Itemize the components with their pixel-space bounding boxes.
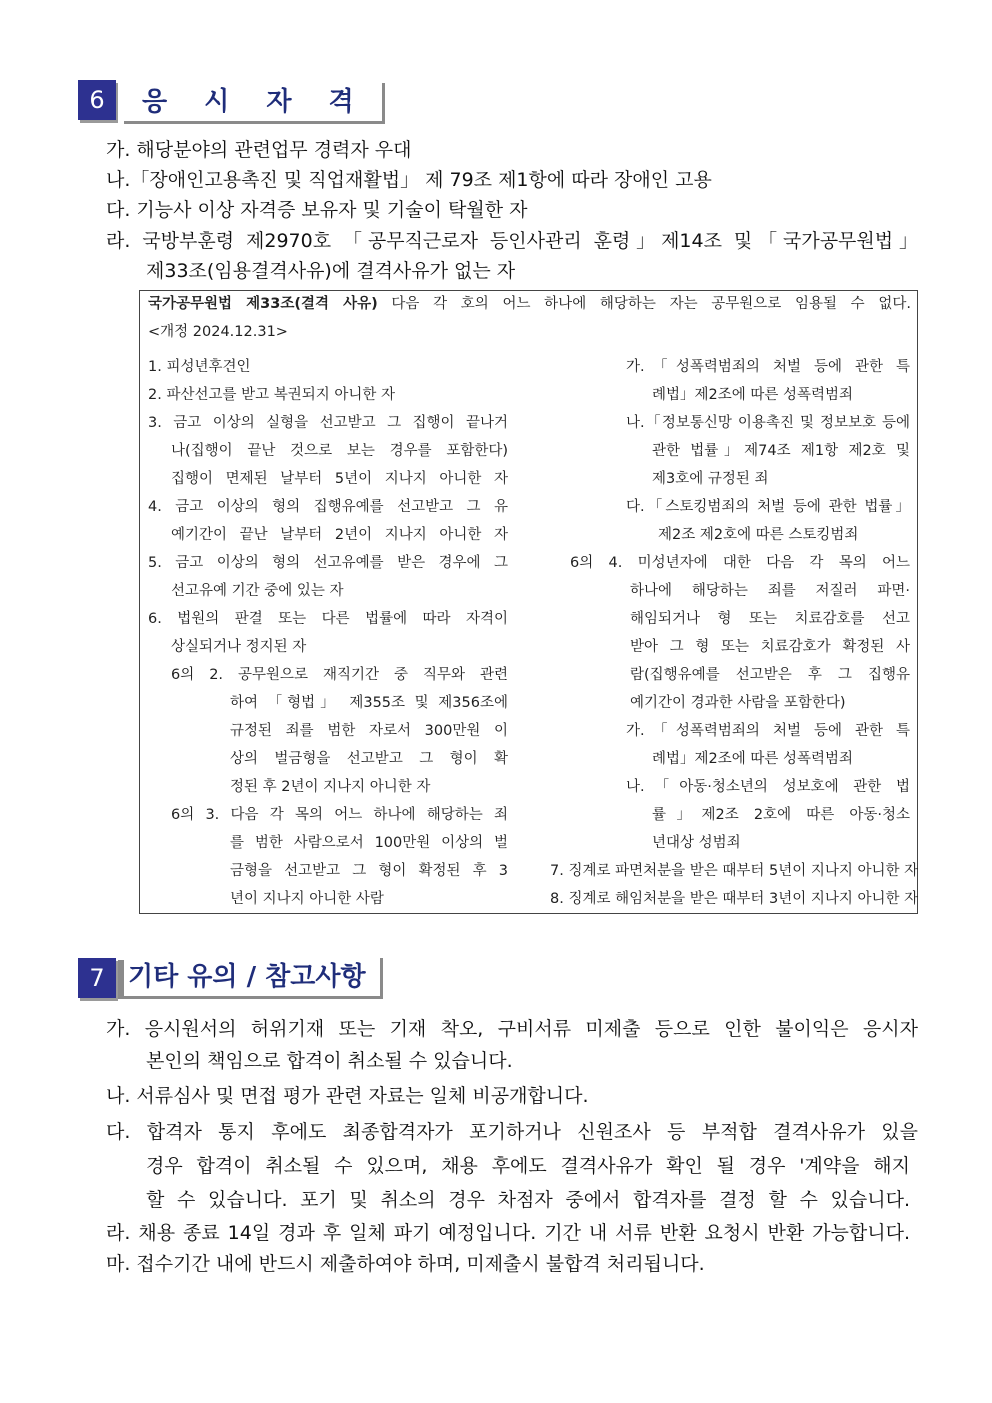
law-right-line: 받아 그 형 또는 치료감호가 확정된 사 xyxy=(630,639,910,655)
law-left-line: 6의 3. 다음 각 목의 어느 하나에 해당하는 죄 xyxy=(171,807,508,823)
law-left-line: 2. 파산선고를 받고 복권되지 아니한 자 xyxy=(148,387,395,403)
law-right-line: 가.「성폭력범죄의 처벌 등에 관한 특 xyxy=(626,723,910,739)
law-left-line: 정된 후 2년이 지나지 아니한 자 xyxy=(230,779,431,795)
law-left-line: 선고유예 기간 중에 있는 자 xyxy=(171,583,344,599)
law-right-line: 제2조 제2호에 따른 스토킹범죄 xyxy=(658,527,859,543)
qualification-item-na: 나.「장애인고용촉진 및 직업재활법」 제 79조 제1항에 따라 장애인 고용 xyxy=(106,169,712,191)
law-right-line: 례법」제2조에 따른 성폭력범죄 xyxy=(652,387,854,403)
law-left-line: 나(집행이 끝난 것으로 보는 경우를 포함한다) xyxy=(171,443,508,459)
law-revision: <개정 2024.12.31> xyxy=(148,324,288,340)
notice-item-ga: 가. 응시원서의 허위기재 또는 기재 착오, 구비서류 미제출 등으로 인한 불이익은 응시자 xyxy=(106,1018,918,1040)
section-7-number: 7 xyxy=(78,958,116,998)
law-right-line: 7. 징계로 파면처분을 받은 때부터 5년이 지나지 아니한 자 xyxy=(550,863,919,879)
qualification-item-ra: 라. 국방부훈령 제2970호 「공무직근로자 등인사관리 훈령」제14조 및「국가공무원법」 xyxy=(106,230,918,252)
qualification-item-ra-cont: 제33조(임용결격사유)에 결격사유가 없는 자 xyxy=(146,260,516,282)
notice-item-da-cont2: 할 수 있습니다. 포기 및 취소의 경우 차점자 중에서 합격자를 결정 할 수 있습니다. xyxy=(146,1189,910,1211)
law-article-box xyxy=(139,290,918,914)
notice-item-ga-cont: 본인의 책임으로 합격이 취소될 수 있습니다. xyxy=(146,1050,513,1072)
law-left-line: 예기간이 끝난 날부터 2년이 지나지 아니한 자 xyxy=(171,527,508,543)
qualification-item-da: 다. 기능사 이상 자격증 보유자 및 기술이 탁월한 자 xyxy=(106,199,528,221)
law-left-line: 4. 금고 이상의 형의 집행유예를 선고받고 그 유 xyxy=(148,499,508,515)
section-6-title: 응 시 자 격 xyxy=(124,83,385,124)
law-right-line: 하나에 해당하는 죄를 저질러 파면· xyxy=(630,583,910,599)
law-right-line: 제3호에 규정된 죄 xyxy=(652,471,769,487)
notice-item-na: 나. 서류심사 및 면접 평가 관련 자료는 일체 비공개합니다. xyxy=(106,1085,589,1107)
notice-item-ma: 마. 접수기간 내에 반드시 제출하여야 하며, 미제출시 불합격 처리됩니다. xyxy=(106,1253,705,1275)
law-right-line: 람(집행유예를 선고받은 후 그 집행유 xyxy=(630,667,910,683)
law-right-line: 예기간이 경과한 사람을 포함한다) xyxy=(630,695,846,711)
law-left-line: 집행이 면제된 날부터 5년이 지나지 아니한 자 xyxy=(171,471,508,487)
law-right-line: 년대상 성범죄 xyxy=(652,835,741,851)
law-right-line: 6의 4. 미성년자에 대한 다음 각 목의 어느 xyxy=(570,555,910,571)
law-left-line: 금형을 선고받고 그 형이 확정된 후 3 xyxy=(230,863,508,879)
law-left-line: 상의 벌금형을 선고받고 그 형이 확 xyxy=(230,751,508,767)
law-left-line: 상실되거나 정지된 자 xyxy=(171,639,307,655)
notice-item-ra: 라. 채용 종료 14일 경과 후 일체 파기 예정입니다. 기간 내 서류 반환 요청시 반환 가능합니다. xyxy=(106,1222,910,1244)
law-left-line: 5. 금고 이상의 형의 선고유예를 받은 경우에 그 xyxy=(148,555,508,571)
law-left-line: 1. 피성년후견인 xyxy=(148,359,251,375)
law-header-title: 국가공무원법 제33조(결격 사유) xyxy=(148,296,378,312)
section-7-title: 기타 유의 / 참고사항 xyxy=(118,958,383,999)
law-right-line: 8. 징계로 해임처분을 받은 때부터 3년이 지나지 아니한 자 xyxy=(550,891,919,907)
law-left-line: 하여 「형법」 제355조 및 제356조에 xyxy=(230,695,508,711)
law-left-line: 6. 법원의 판결 또는 다른 법률에 따라 자격이 xyxy=(148,611,508,627)
law-right-line: 관한 법률」제74조 제1항 제2호 및 xyxy=(652,443,910,459)
law-left-line: 년이 지나지 아니한 사람 xyxy=(230,891,384,907)
law-right-line: 다.「스토킹범죄의 처벌 등에 관한 법률」 xyxy=(626,499,910,515)
law-left-line: 3. 금고 이상의 실형을 선고받고 그 집행이 끝나거 xyxy=(148,415,508,431)
notice-item-da: 다. 합격자 통지 후에도 최종합격자가 포기하거나 신원조사 등 부적합 결격사유가 있을 xyxy=(106,1121,918,1143)
law-header-text: 다음 각 호의 어느 하나에 해당하는 자는 공무원으로 임용될 수 없다. xyxy=(377,296,911,312)
law-right-line: 해임되거나 형 또는 치료감호를 선고 xyxy=(630,611,910,627)
law-left-line: 6의 2. 공무원으로 재직기간 중 직무와 관련 xyxy=(171,667,508,683)
law-right-line: 나.「아동·청소년의 성보호에 관한 법 xyxy=(626,779,910,795)
notice-item-da-cont: 경우 합격이 취소될 수 있으며, 채용 후에도 결격사유가 확인 될 경우 '계약을 해지 xyxy=(146,1155,910,1177)
law-right-line: 가.「성폭력범죄의 처벌 등에 관한 특 xyxy=(626,359,910,375)
law-right-line: 률」제2조 2호에 따른 아동·청소 xyxy=(652,807,910,823)
law-header xyxy=(148,294,911,314)
law-right-line: 례법」제2조에 따른 성폭력범죄 xyxy=(652,751,854,767)
qualification-item-ga: 가. 해당분야의 관련업무 경력자 우대 xyxy=(106,139,412,161)
section-6-number: 6 xyxy=(78,80,116,120)
law-left-line: 규정된 죄를 범한 자로서 300만원 이 xyxy=(230,723,508,739)
law-right-line: 나.「정보통신망 이용촉진 및 정보보호 등에 xyxy=(626,415,910,431)
law-left-line: 를 범한 사람으로서 100만원 이상의 벌 xyxy=(230,835,508,851)
